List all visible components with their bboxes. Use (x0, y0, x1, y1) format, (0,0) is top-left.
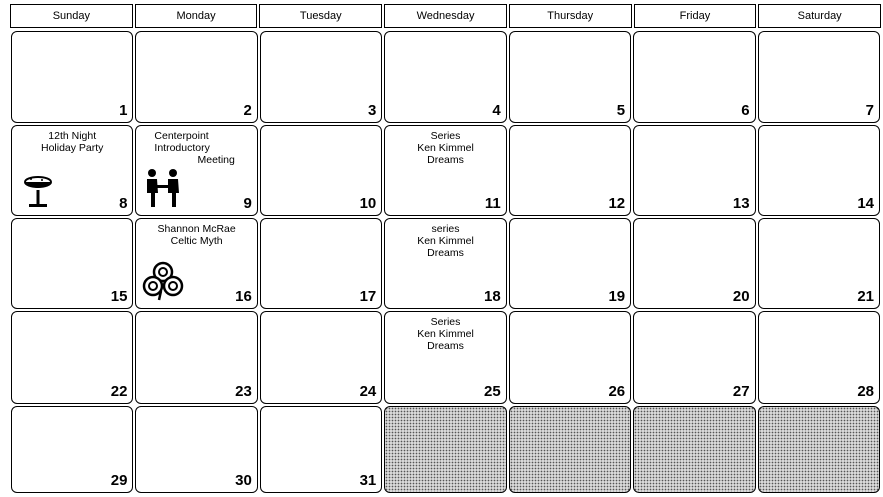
event-series-ken-kimmel[interactable] (385, 316, 505, 352)
day-cell-22[interactable] (11, 311, 133, 404)
day-cell-15[interactable] (11, 218, 133, 309)
day-cell-4[interactable] (384, 31, 506, 123)
day-cell-19[interactable] (509, 218, 631, 309)
event-line: 12th Night (48, 130, 97, 142)
day-cell-8[interactable] (11, 125, 133, 216)
day-number: 16 (235, 288, 252, 305)
day-number: 5 (616, 102, 626, 119)
day-number: 31 (359, 472, 377, 489)
day-number: 2 (243, 102, 252, 119)
day-number: 9 (243, 195, 252, 212)
weekday-sunday: Sunday (10, 4, 133, 28)
day-cell-21[interactable] (758, 218, 880, 309)
day-number: 25 (484, 383, 501, 400)
day-cell-14[interactable] (758, 125, 880, 216)
event-line: Dreams (427, 340, 464, 352)
day-number: 6 (741, 102, 750, 119)
event-line: Meeting (197, 154, 235, 166)
day-number: 8 (119, 195, 128, 212)
event-line: Ken Kimmel (417, 328, 474, 340)
celtic-knot-icon (142, 261, 184, 301)
day-number: 15 (110, 288, 128, 305)
event-line: Ken Kimmel (417, 235, 474, 247)
event-centerpoint-meeting[interactable] (154, 130, 256, 166)
day-cell-6[interactable] (633, 31, 755, 123)
day-number: 3 (367, 102, 377, 119)
day-number: 12 (608, 195, 626, 212)
day-number: 11 (484, 195, 501, 212)
day-number: 14 (857, 195, 874, 212)
day-number: 4 (492, 102, 501, 119)
event-line: Shannon McRae (157, 223, 236, 235)
weekday-wednesday: Wednesday (384, 4, 507, 28)
event-line: series (431, 223, 460, 235)
empty-day-cell (509, 406, 631, 493)
weekday-tuesday: Tuesday (259, 4, 382, 28)
two-people-handshake-icon (144, 168, 182, 210)
event-series-ken-kimmel[interactable] (385, 223, 505, 259)
day-number: 18 (484, 288, 501, 305)
empty-day-cell (758, 406, 880, 493)
day-cell-23[interactable] (135, 311, 257, 404)
event-line: Celtic Myth (170, 235, 223, 247)
day-number: 1 (119, 102, 128, 119)
event-line: Series (430, 130, 461, 142)
day-cell-10[interactable] (260, 125, 382, 216)
day-cell-2[interactable] (135, 31, 257, 123)
day-cell-30[interactable] (135, 406, 257, 493)
day-cell-25[interactable] (384, 311, 506, 404)
day-number: 27 (732, 383, 750, 400)
day-number: 20 (732, 288, 750, 305)
day-cell-5[interactable] (509, 31, 631, 123)
day-cell-26[interactable] (509, 311, 631, 404)
day-cell-31[interactable] (260, 406, 382, 493)
day-cell-27[interactable] (633, 311, 755, 404)
day-number: 24 (359, 383, 377, 400)
day-number: 28 (857, 383, 874, 400)
empty-day-cell (384, 406, 506, 493)
day-cell-20[interactable] (633, 218, 755, 309)
event-line: Dreams (427, 247, 464, 259)
day-number: 21 (857, 288, 874, 305)
weekday-monday: Monday (135, 4, 258, 28)
event-line: Holiday Party (40, 142, 104, 154)
day-cell-28[interactable] (758, 311, 880, 404)
day-cell-13[interactable] (633, 125, 755, 216)
day-cell-3[interactable] (260, 31, 382, 123)
weekday-thursday: Thursday (509, 4, 632, 28)
day-cell-1[interactable] (11, 31, 133, 123)
day-number: 30 (235, 472, 252, 489)
day-cell-17[interactable] (260, 218, 382, 309)
weekday-friday: Friday (634, 4, 757, 28)
day-number: 17 (359, 288, 377, 305)
day-cell-18[interactable] (384, 218, 506, 309)
day-cell-11[interactable] (384, 125, 506, 216)
event-line: Centerpoint (154, 130, 209, 142)
day-number: 29 (110, 472, 128, 489)
event-12th-night[interactable] (12, 130, 132, 154)
day-cell-9[interactable] (135, 125, 257, 216)
day-cell-7[interactable] (758, 31, 880, 123)
event-shannon-mcrae[interactable] (136, 223, 256, 247)
day-number: 19 (608, 288, 626, 305)
month-grid (10, 30, 881, 494)
weekday-saturday: Saturday (758, 4, 881, 28)
day-number: 22 (110, 383, 128, 400)
day-number: 26 (608, 383, 626, 400)
event-line: Introductory (154, 142, 210, 154)
event-line: Ken Kimmel (417, 142, 474, 154)
champagne-glass-icon (22, 174, 54, 212)
event-line: Dreams (427, 154, 464, 166)
empty-day-cell (633, 406, 755, 493)
day-cell-12[interactable] (509, 125, 631, 216)
day-cell-24[interactable] (260, 311, 382, 404)
day-number: 7 (865, 102, 874, 119)
day-number: 23 (235, 383, 252, 400)
day-number: 10 (359, 195, 377, 212)
event-line: Series (430, 316, 461, 328)
day-number: 13 (732, 195, 750, 212)
calendar (10, 4, 881, 494)
weekday-header (10, 4, 881, 28)
event-series-ken-kimmel[interactable] (385, 130, 505, 166)
day-cell-16[interactable] (135, 218, 257, 309)
day-cell-29[interactable] (11, 406, 133, 493)
